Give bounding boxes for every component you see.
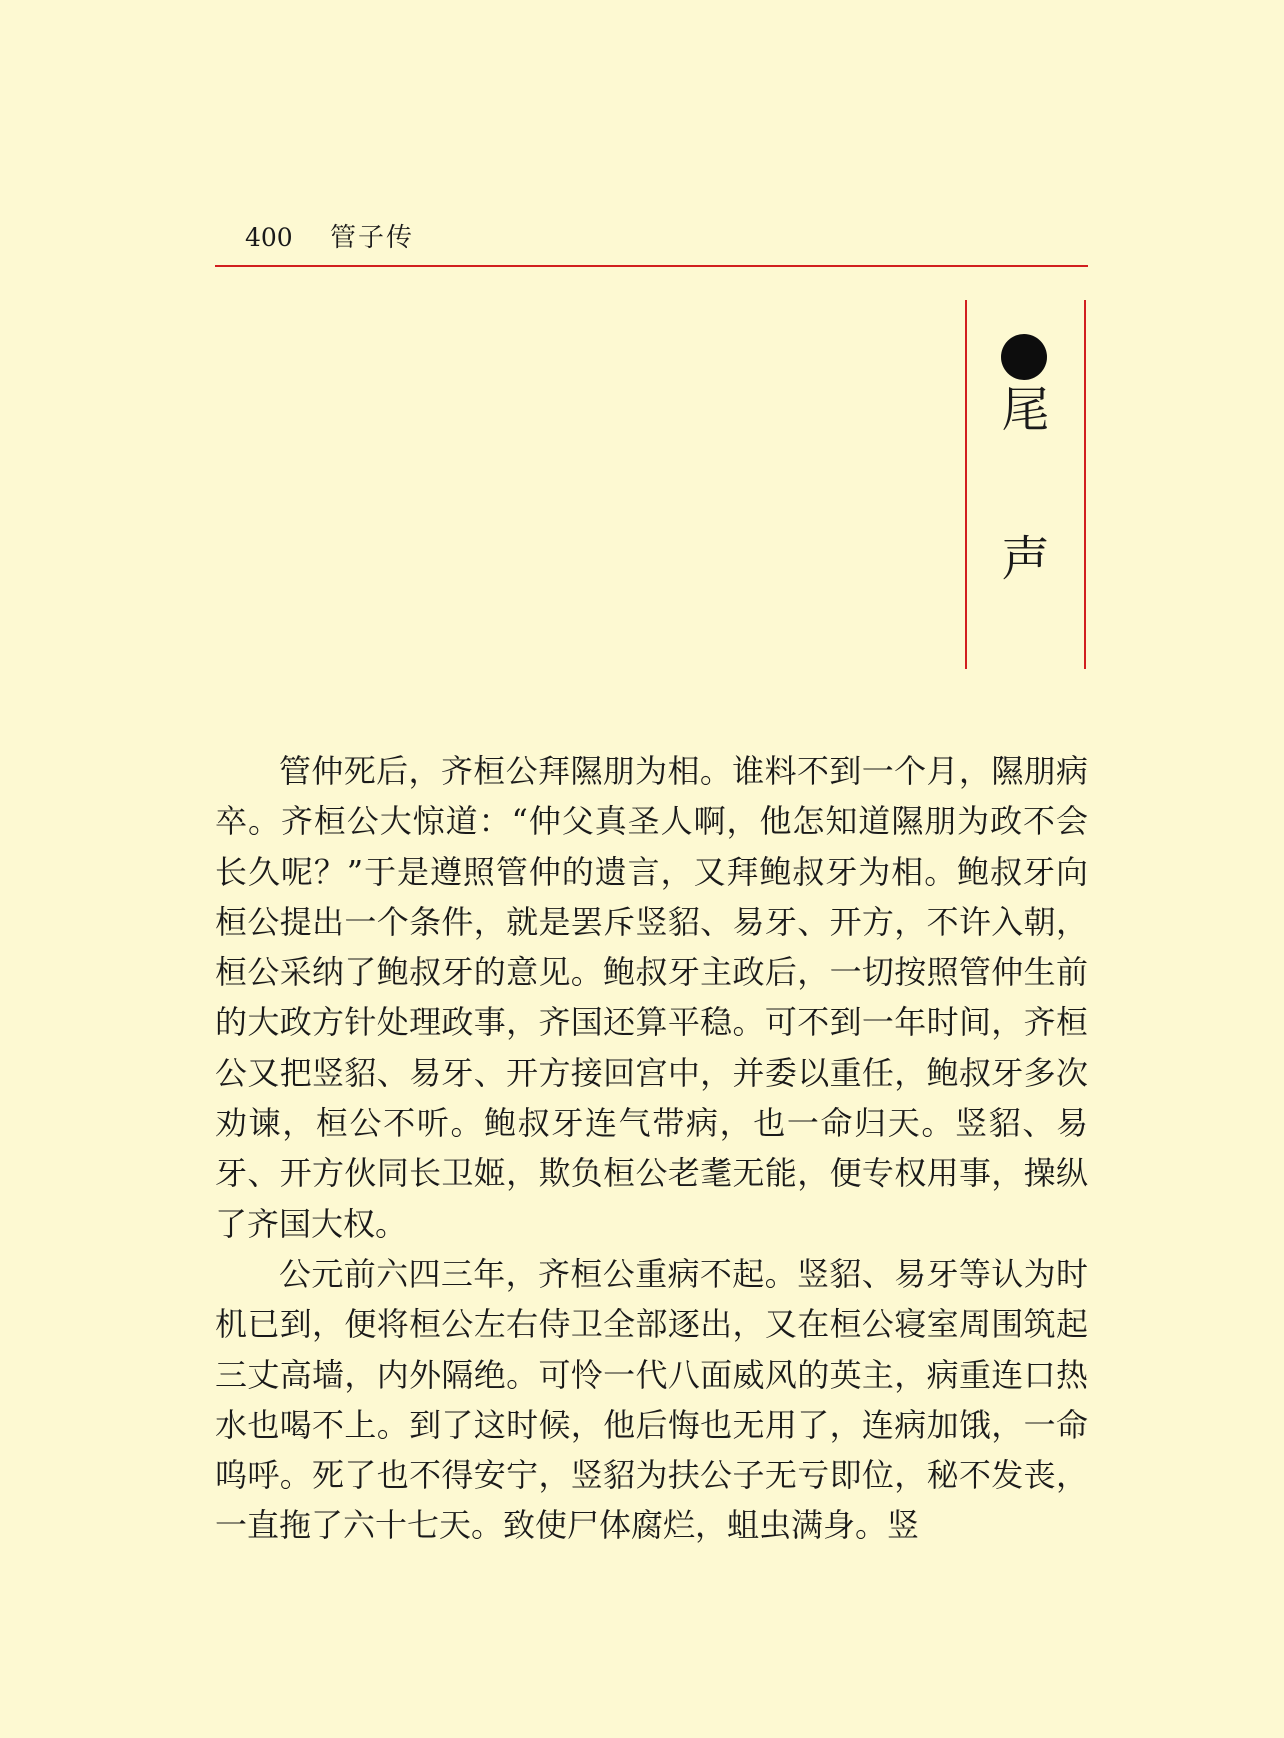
header-divider	[215, 265, 1088, 267]
chapter-heading	[965, 300, 1086, 669]
paragraph: 管仲死后，齐桓公拜隰朋为相。谁料不到一个月，隰朋病卒。齐桓公大惊道：“仲父真圣人啊，他怎知道隰朋为政不会长久呢？”于是遵照管仲的遗言，又拜鲍叔牙为相。鲍叔牙向桓公提出一个条件，就是罢斥竖貂、易牙、开方，不许入朝，桓公采纳了鲍叔牙的意见。鲍叔牙主政后，一切按照管仲生前的大政方针处理政事，齐国还算平稳。可不到一年时间，齐桓公又把竖貂、易牙、开方接回宫中，并委以重任，鲍叔牙多次劝谏，桓公不听。鲍叔牙连气带病，也一命归天。竖貂、易牙、开方伙同长卫姬，欺负桓公老耄无能，便专权用事，操纵了齐国大权。	[215, 752, 1088, 1243]
paragraph: 公元前六四三年，齐桓公重病不起。竖貂、易牙等认为时机已到，便将桓公左右侍卫全部逐出，又在桓公寝室周围筑起三丈高墙，内外隔绝。可怜一代八面威风的英主，病重连口热水也喝不上。到了这时候，他后悔也无用了，连病加饿，一命呜呼。死了也不得安宁，竖貂为扶公子无亏即位，秘不发丧，一直拖了六十七天。致使尸体腐烂，蛆虫满身。竖	[215, 1254, 1088, 1545]
bullet-dot-icon	[1001, 334, 1047, 380]
page-header	[215, 222, 1088, 264]
chapter-title-char-1: 尾	[1001, 382, 1050, 438]
body-text	[215, 746, 1088, 1551]
book-title: 管子传	[330, 223, 415, 253]
page-number: 400	[245, 223, 293, 252]
chapter-title-char-2: 声	[1001, 531, 1050, 587]
